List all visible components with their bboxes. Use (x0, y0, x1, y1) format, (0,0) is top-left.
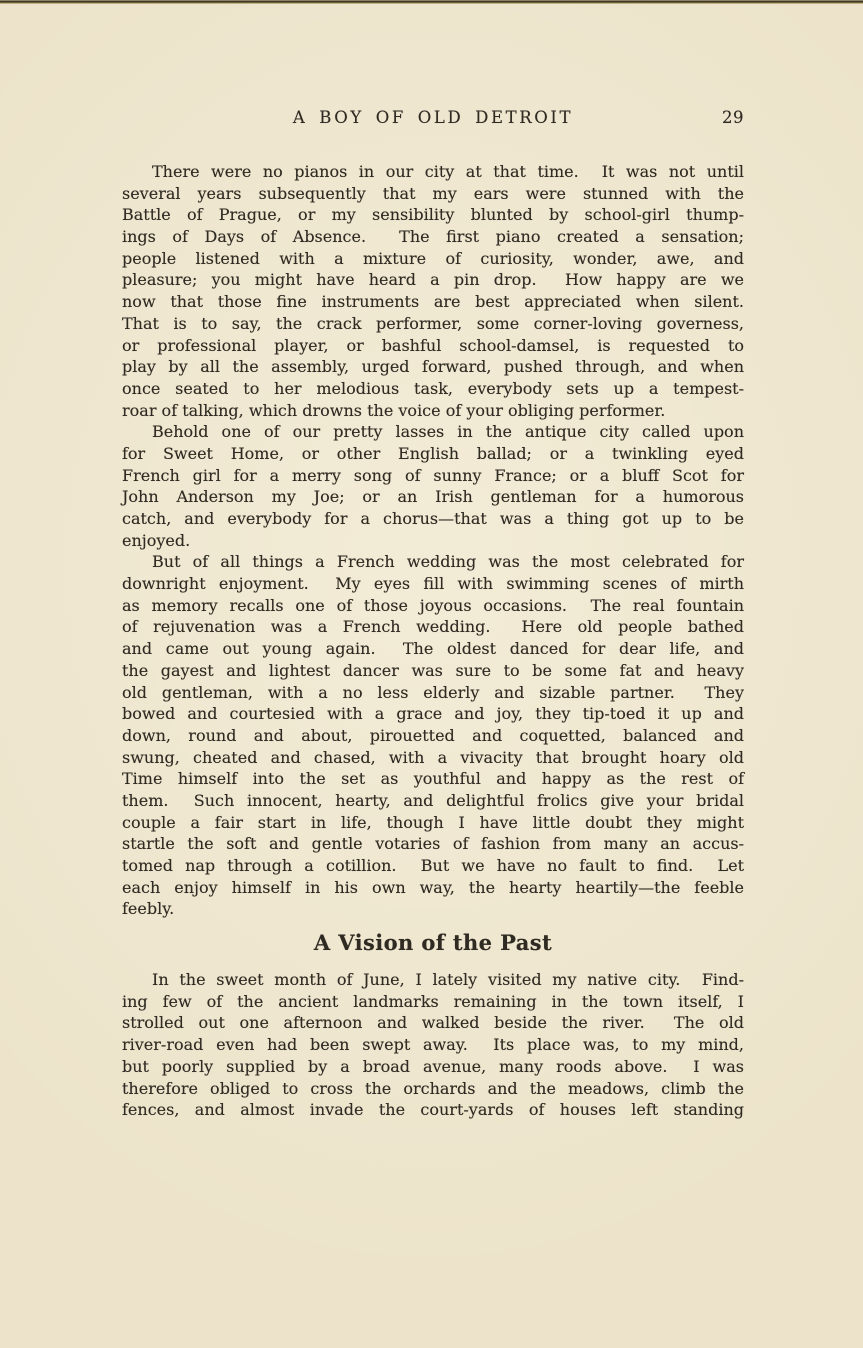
running-header (122, 108, 744, 128)
text-line: tomed nap through a cotillion. But we have no fault to find. Let (122, 856, 744, 875)
text-line: startle the soft and gentle votaries of fashion from many an accus- (122, 834, 744, 854)
text-line: In the sweet month of June, I lately visited my native city. Find- (152, 970, 744, 990)
text-line: once seated to her melodious task, everybody sets up a tempest- (122, 378, 744, 398)
text-line: John Anderson my Joe; or an Irish gentleman for a humorous (122, 487, 744, 507)
text-line: Behold one of our pretty lasses in the antique city called upon (152, 422, 744, 442)
text-line: the gayest and lightest dancer was sure to be some fat and heavy (122, 660, 744, 680)
text-line: them. Such innocent, hearty, and delightful frolics give your bridal (122, 790, 744, 810)
running-header-title: A BOY OF OLD DETROIT (292, 108, 574, 127)
page-number: 29 (722, 108, 744, 127)
text-line: several years subsequently that my ears were stunned with the (122, 183, 744, 203)
section-heading: A Vision of the Past (313, 930, 553, 956)
page-body (122, 161, 744, 1121)
text-line: But of all things a French wedding was the most celebrated for (152, 552, 744, 572)
text-line: swung, cheated and chased, with a vivacity that brought hoary old (122, 747, 744, 767)
text-line: bowed and courtesied with a grace and joy, they tip-toed it up and (122, 704, 744, 724)
text-line: feebly. (122, 899, 175, 919)
text-line: That is to say, the crack performer, some corner-loving governess, (122, 313, 744, 333)
text-line: or professional player, or bashful school-damsel, is requested to (122, 335, 744, 355)
paragraph (122, 161, 744, 421)
text-line: therefore obliged to cross the orchards and the meadows, climb the (122, 1078, 744, 1098)
text-line: ing few of the ancient landmarks remaining in the town itself, I (122, 991, 744, 1011)
text-line: for Sweet Home, or other English ballad; or a twinkling eyed (122, 443, 744, 463)
text-line: downright enjoyment. My eyes fill with swimming scenes of mirth (122, 574, 744, 594)
text-line: French girl for a merry song of sunny France; or a bluff Scot for (122, 465, 744, 485)
text-line: but poorly supplied by a broad avenue, many roods above. I was (122, 1056, 744, 1076)
text-line: of rejuvenation was a French wedding. Here old people bathed (122, 617, 744, 637)
text-line: catch, and everybody for a chorus—that was a thing got up to be (122, 509, 744, 528)
text-line: enjoyed. (122, 530, 191, 550)
text-line: now that those fine instruments are best appreciated when silent. (122, 292, 744, 312)
text-line: Time himself into the set as youthful and happy as the rest of (122, 769, 744, 789)
text-line: ings of Days of Absence. The first piano created a sensation; (122, 227, 744, 247)
text-line: each enjoy himself in his own way, the hearty heartily—the feeble (122, 877, 744, 897)
text-line: and came out young again. The oldest danced for dear life, and (122, 639, 744, 659)
text-line: river-road even had been swept away. Its place was, to my mind, (122, 1035, 744, 1055)
text-line: There were no pianos in our city at that time. It was not until (152, 162, 744, 181)
text-line: old gentleman, with a no less elderly and sizable partner. They (122, 682, 744, 702)
text-line: roar of talking, which drowns the voice of your obliging performer. (122, 400, 666, 420)
text-line: down, round and about, pirouetted and coquetted, balanced and (122, 725, 744, 745)
text-line: strolled out one afternoon and walked beside the river. The old (122, 1013, 744, 1033)
text-line: as memory recalls one of those joyous occasions. The real fountain (122, 595, 744, 615)
paragraph (122, 551, 744, 920)
paragraph (122, 969, 744, 1121)
paragraph (122, 421, 744, 551)
text-line: fences, and almost invade the court-yards of houses left standing (122, 1100, 744, 1120)
text-line: pleasure; you might have heard a pin drop. How happy are we (122, 270, 744, 290)
text-line: couple a fair start in life, though I have little doubt they might (122, 812, 744, 832)
text-line: people listened with a mixture of curiosity, wonder, awe, and (122, 248, 744, 268)
text-line: play by all the assembly, urged forward, pushed through, and when (122, 357, 744, 377)
text-line: Battle of Prague, or my sensibility blunted by school-girl thump- (122, 205, 744, 225)
